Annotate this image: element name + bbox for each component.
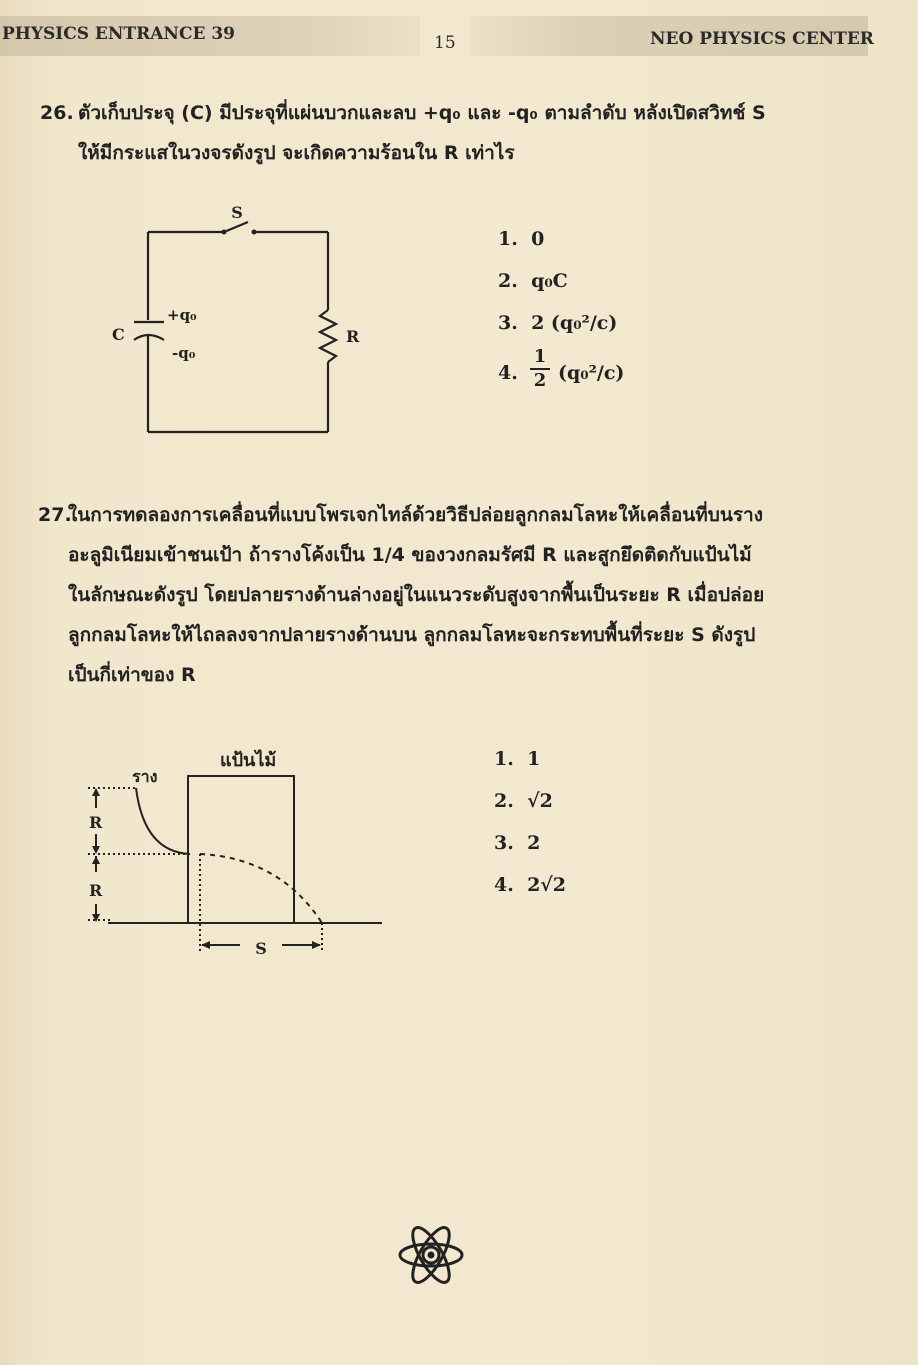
fraction-denominator: 2 <box>533 370 547 391</box>
resistor-zigzag <box>320 310 336 362</box>
upper-R-label: R <box>89 813 103 832</box>
q27-number: 27. <box>38 504 72 526</box>
q27-choice-4 <box>494 874 566 896</box>
q27-choice-1-text: 1 <box>527 748 541 770</box>
upper-R-arrowhead-down <box>92 846 100 854</box>
q27-choice-1 <box>494 748 540 770</box>
q26-choice-4 <box>498 362 518 384</box>
q26-choice-4-fraction <box>530 346 550 392</box>
q27-line-3: ในลักษณะดังรูป โดยปลายรางด้านล่างอยู่ในแนวระดับสูงจากพื้นเป็นระยะ R เมื่อปล่อย <box>68 584 765 606</box>
switch-label: S <box>231 203 243 222</box>
q27-line-4: ลูกกลมโลหะให้ไถลลงจากปลายรางด้านบน ลูกกลมโลหะจะกระทบพื้นที่ระยะ S ดังรูป <box>68 624 756 646</box>
q26-choice-1 <box>498 228 544 250</box>
fraction-numerator: 1 <box>530 346 550 370</box>
q26-line-2: ให้มีกระแสในวงจรดังรูป จะเกิดความร้อนใน R เท่าไร <box>78 142 515 164</box>
atom-logo-icon <box>396 1220 466 1290</box>
switch-blade <box>224 222 248 232</box>
q26-choice-4-num: 4. <box>498 362 518 384</box>
switch-contact-right <box>252 230 257 235</box>
q26-choice-2 <box>498 270 568 292</box>
trajectory-path <box>200 854 322 923</box>
header-right-title: NEO PHYSICS CENTER <box>650 29 874 49</box>
q26-choice-1-num: 1. <box>498 228 518 250</box>
q27-choice-2 <box>494 790 553 812</box>
q26-circuit-diagram <box>100 200 380 450</box>
q27-line-1: ในการทดลองการเคลื่อนที่แบบโพรเจกไทล์ด้วยวิธีปล่อยลูกกลมโลหะให้เคลื่อนที่บนราง <box>68 504 763 526</box>
q27-choice-2-num: 2. <box>494 790 514 812</box>
board-label: แป้นไม้ <box>220 750 277 771</box>
q26-choice-3-num: 3. <box>498 312 518 334</box>
rail-curve <box>136 788 190 854</box>
nucleus-core <box>428 1252 435 1259</box>
s-arrowhead-left <box>201 941 210 949</box>
distance-S-label: S <box>255 939 267 958</box>
q26-choice-3-text: 2 (q₀²/c) <box>531 312 618 334</box>
q26-choice-4-text: (q₀²/c) <box>558 362 625 384</box>
q26-choice-2-num: 2. <box>498 270 518 292</box>
q27-choice-4-text: 2√2 <box>527 874 567 896</box>
lower-R-arrowhead-up <box>92 856 100 864</box>
q27-line-5: เป็นกี่เท่าของ R <box>68 664 196 686</box>
upper-R-arrowhead-up <box>92 788 100 796</box>
q27-choice-3-text: 2 <box>527 832 541 854</box>
lower-R-label: R <box>89 881 103 900</box>
page-number: 15 <box>434 33 456 53</box>
q26-choice-3 <box>498 312 617 334</box>
resistor-label: R <box>346 327 360 346</box>
q27-choice-4-num: 4. <box>494 874 514 896</box>
switch-contact-left <box>222 230 227 235</box>
plus-charge-label: +q₀ <box>167 306 197 324</box>
rail-label: ราง <box>132 767 158 786</box>
q26-choice-1-text: 0 <box>531 228 545 250</box>
capacitor-label: C <box>112 325 125 344</box>
q27-choice-3-num: 3. <box>494 832 514 854</box>
minus-charge-label: -q₀ <box>172 344 196 362</box>
header-left-title: PHYSICS ENTRANCE 39 <box>2 24 236 44</box>
s-arrowhead-right <box>312 941 321 949</box>
q27-projectile-diagram <box>70 740 390 970</box>
q27-choice-2-text: √2 <box>527 790 553 812</box>
q27-line-2: อะลูมิเนียมเข้าชนเป้า ถ้ารางโค้งเป็น 1/4 ของวงกลมรัศมี R และสูกยึดติดกับแป้นไม้ <box>68 544 752 566</box>
wooden-board <box>188 776 294 923</box>
q26-number: 26. <box>40 102 74 124</box>
q27-choice-1-num: 1. <box>494 748 514 770</box>
q26-line-1: ตัวเก็บประจุ (C) มีประจุที่แผ่นบวกและลบ +q₀ และ -q₀ ตามลำดับ หลังเปิดสวิทช์ S <box>78 102 766 124</box>
q27-choice-3 <box>494 832 540 854</box>
q26-choice-2-text: q₀C <box>531 270 568 292</box>
